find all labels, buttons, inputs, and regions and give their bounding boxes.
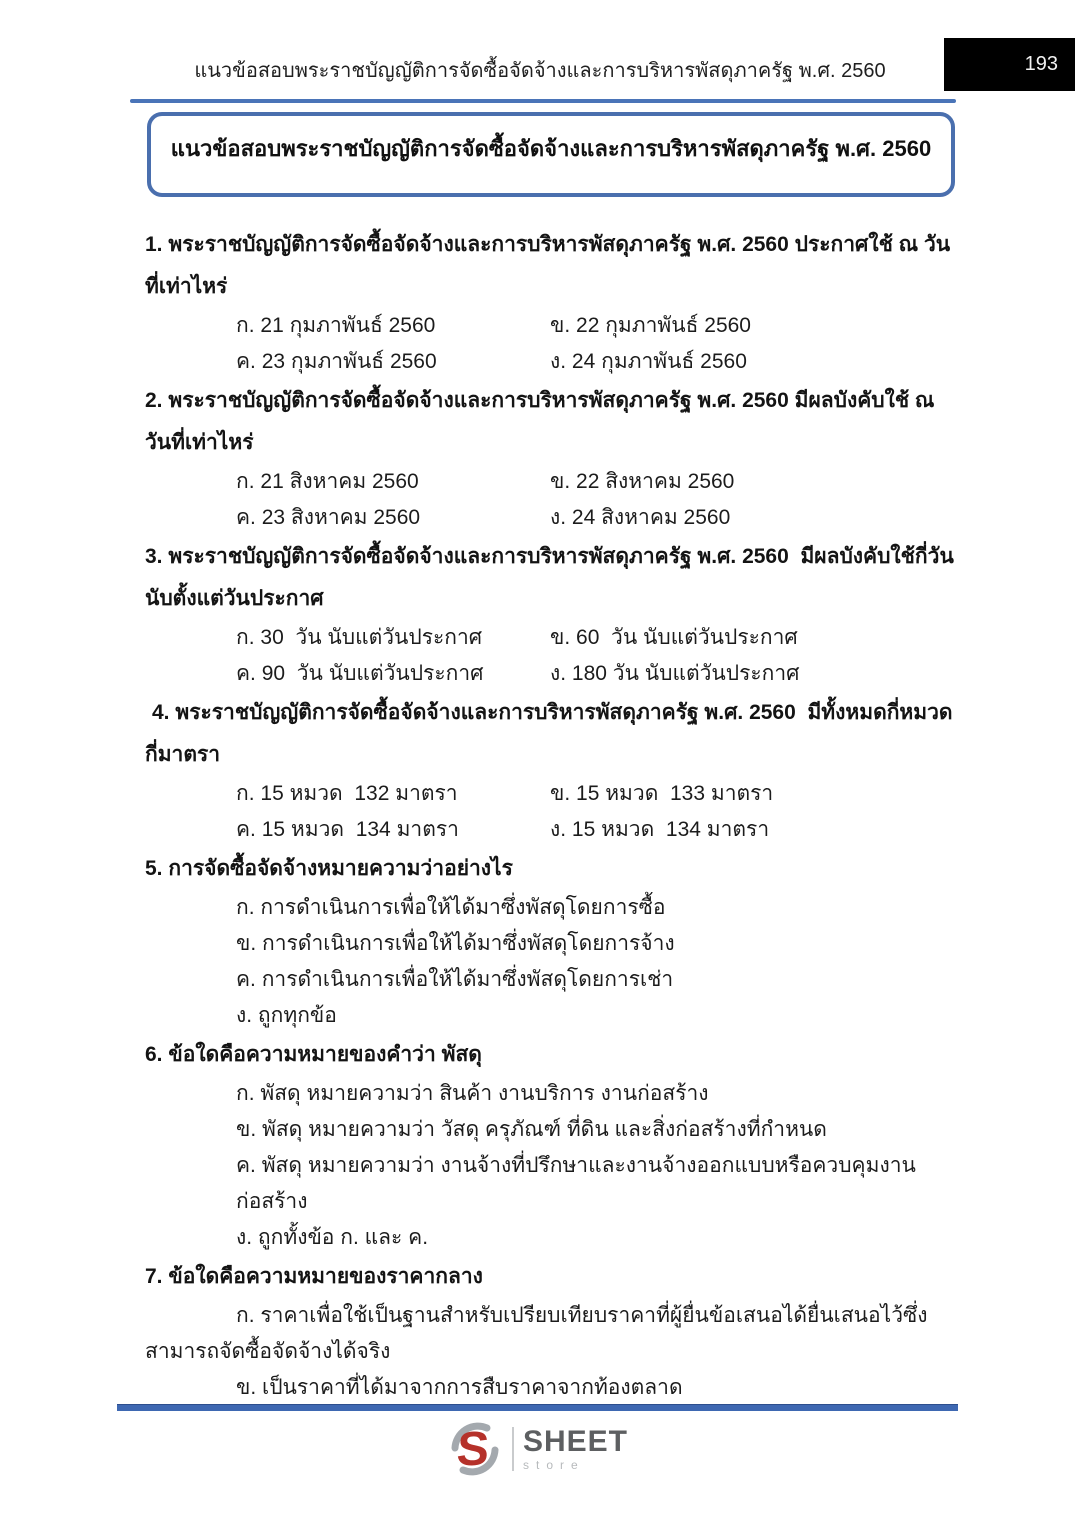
- question-block-3: [145, 536, 959, 692]
- sheet-store-s-icon: [447, 1421, 503, 1477]
- options-list: [236, 1370, 959, 1406]
- title-box: [147, 112, 955, 197]
- option-d: ง. 24 กุมภาพันธ์ 2560: [550, 350, 747, 373]
- header-divider: [130, 99, 956, 103]
- option-d: ง. 180 วัน นับแต่วันประกาศ: [550, 662, 800, 685]
- question-text: 3. พระราชบัญญัติการจัดซื้อจัดจ้างและการบริหารพัสดุภาครัฐ พ.ศ. 2560 มีผลบังคับใช้กี่วันนับตั้งแต่วันประกาศ: [145, 545, 954, 610]
- options-grid: [236, 464, 959, 536]
- option-b: ข. 15 หมวด 133 มาตรา: [550, 782, 774, 805]
- brand-name: SHEET: [522, 1424, 629, 1458]
- option-a: ก. ราคาเพื่อใช้เป็นฐานสำหรับเปรียบเทียบราคาที่ผู้ยื่นข้อเสนอได้ยื่นเสนอไว้ซึ่งสามารถจัดซื้อจัดจ้างได้จริง: [145, 1304, 928, 1363]
- question-text: 6. ข้อใดคือความหมายของคำว่า พัสดุ: [145, 1043, 482, 1066]
- option-d: ง. 15 หมวด 134 มาตรา: [550, 818, 770, 841]
- question-text: 4. พระราชบัญญัติการจัดซื้อจัดจ้างและการบริหารพัสดุภาครัฐ พ.ศ. 2560 มีทั้งหมดกี่หมวด กี่มาตรา: [145, 701, 959, 766]
- question-block-1: [145, 224, 959, 380]
- option-b: ข. เป็นราคาที่ได้มาจากการสืบราคาจากท้องตลาด: [236, 1376, 683, 1399]
- option-a: ก. 30 วัน นับแต่วันประกาศ: [236, 626, 483, 649]
- brand-subname: store: [522, 1457, 585, 1472]
- option-b: ข. 22 กุมภาพันธ์ 2560: [550, 314, 751, 337]
- question-text: 5. การจัดซื้อจัดจ้างหมายความว่าอย่างไร: [145, 857, 513, 880]
- question-block-2: [145, 380, 959, 536]
- option-b: ข. 22 สิงหาคม 2560: [550, 470, 735, 493]
- options-grid: [236, 776, 959, 848]
- question-block-5: [145, 848, 959, 1034]
- brand-logo: [0, 1421, 1075, 1477]
- option-a: ก. 15 หมวด 132 มาตรา: [236, 782, 458, 805]
- options-list: [236, 1076, 959, 1256]
- option-d: ง. ถูกทุกข้อ: [236, 1004, 337, 1027]
- svg-text:S: S: [455, 1423, 491, 1476]
- page-title: แนวข้อสอบพระราชบัญญัติการจัดซื้อจัดจ้างและการบริหารพัสดุภาครัฐ พ.ศ. 2560: [170, 136, 932, 161]
- option-c: ค. 15 หมวด 134 มาตรา: [236, 818, 459, 841]
- options-list: [236, 890, 959, 1034]
- options-grid: [236, 308, 959, 380]
- option-d: ง. ถูกทั้งข้อ ก. และ ค.: [236, 1226, 429, 1249]
- option-a: ก. การดำเนินการเพื่อให้ได้มาซึ่งพัสดุโดยการซื้อ: [236, 896, 666, 919]
- option-c: ค. 23 กุมภาพันธ์ 2560: [236, 350, 437, 373]
- questions-section: [145, 224, 959, 1406]
- option-d: ง. 24 สิงหาคม 2560: [550, 506, 731, 529]
- question-text: 2. พระราชบัญญัติการจัดซื้อจัดจ้างและการบริหารพัสดุภาครัฐ พ.ศ. 2560 มีผลบังคับใช้ ณ วันที่เท่าไหร่: [145, 389, 941, 454]
- running-header-title: แนวข้อสอบพระราชบัญญัติการจัดซื้อจัดจ้างและการบริหารพัสดุภาครัฐ พ.ศ. 2560: [194, 60, 886, 82]
- page-number-box: [944, 38, 1075, 91]
- question-block-7: [145, 1256, 959, 1406]
- option-b: ข. 60 วัน นับแต่วันประกาศ: [550, 626, 798, 649]
- option-b: ข. พัสดุ หมายความว่า วัสดุ ครุภัณฑ์ ที่ดิน และสิ่งก่อสร้างที่กำหนด: [236, 1118, 827, 1141]
- option-c: ค. 23 สิงหาคม 2560: [236, 506, 421, 529]
- question-text: 1. พระราชบัญญัติการจัดซื้อจัดจ้างและการบริหารพัสดุภาครัฐ พ.ศ. 2560 ประกาศใช้ ณ วันที่เท่าไหร่: [145, 233, 951, 298]
- option-c: ค. 90 วัน นับแต่วันประกาศ: [236, 662, 484, 685]
- page-number: 193: [1024, 53, 1058, 75]
- options-grid: [236, 620, 959, 692]
- option-a: ก. 21 กุมภาพันธ์ 2560: [236, 314, 436, 337]
- option-b: ข. การดำเนินการเพื่อให้ได้มาซึ่งพัสดุโดยการจ้าง: [236, 932, 675, 955]
- question-text: 7. ข้อใดคือความหมายของราคากลาง: [145, 1265, 483, 1288]
- brand-text: [522, 1424, 629, 1472]
- option-a: ก. 21 สิงหาคม 2560: [236, 470, 419, 493]
- footer-divider: [117, 1404, 958, 1411]
- logo-divider: [512, 1427, 514, 1471]
- option-c: ค. พัสดุ หมายความว่า งานจ้างที่ปรึกษาและงานจ้างออกแบบหรือควบคุมงานก่อสร้าง: [236, 1154, 916, 1213]
- option-a: ก. พัสดุ หมายความว่า สินค้า งานบริการ งานก่อสร้าง: [236, 1082, 709, 1105]
- question-block-6: [145, 1034, 959, 1256]
- question-block-4: [145, 692, 959, 848]
- option-c: ค. การดำเนินการเพื่อให้ได้มาซึ่งพัสดุโดยการเช่า: [236, 968, 674, 991]
